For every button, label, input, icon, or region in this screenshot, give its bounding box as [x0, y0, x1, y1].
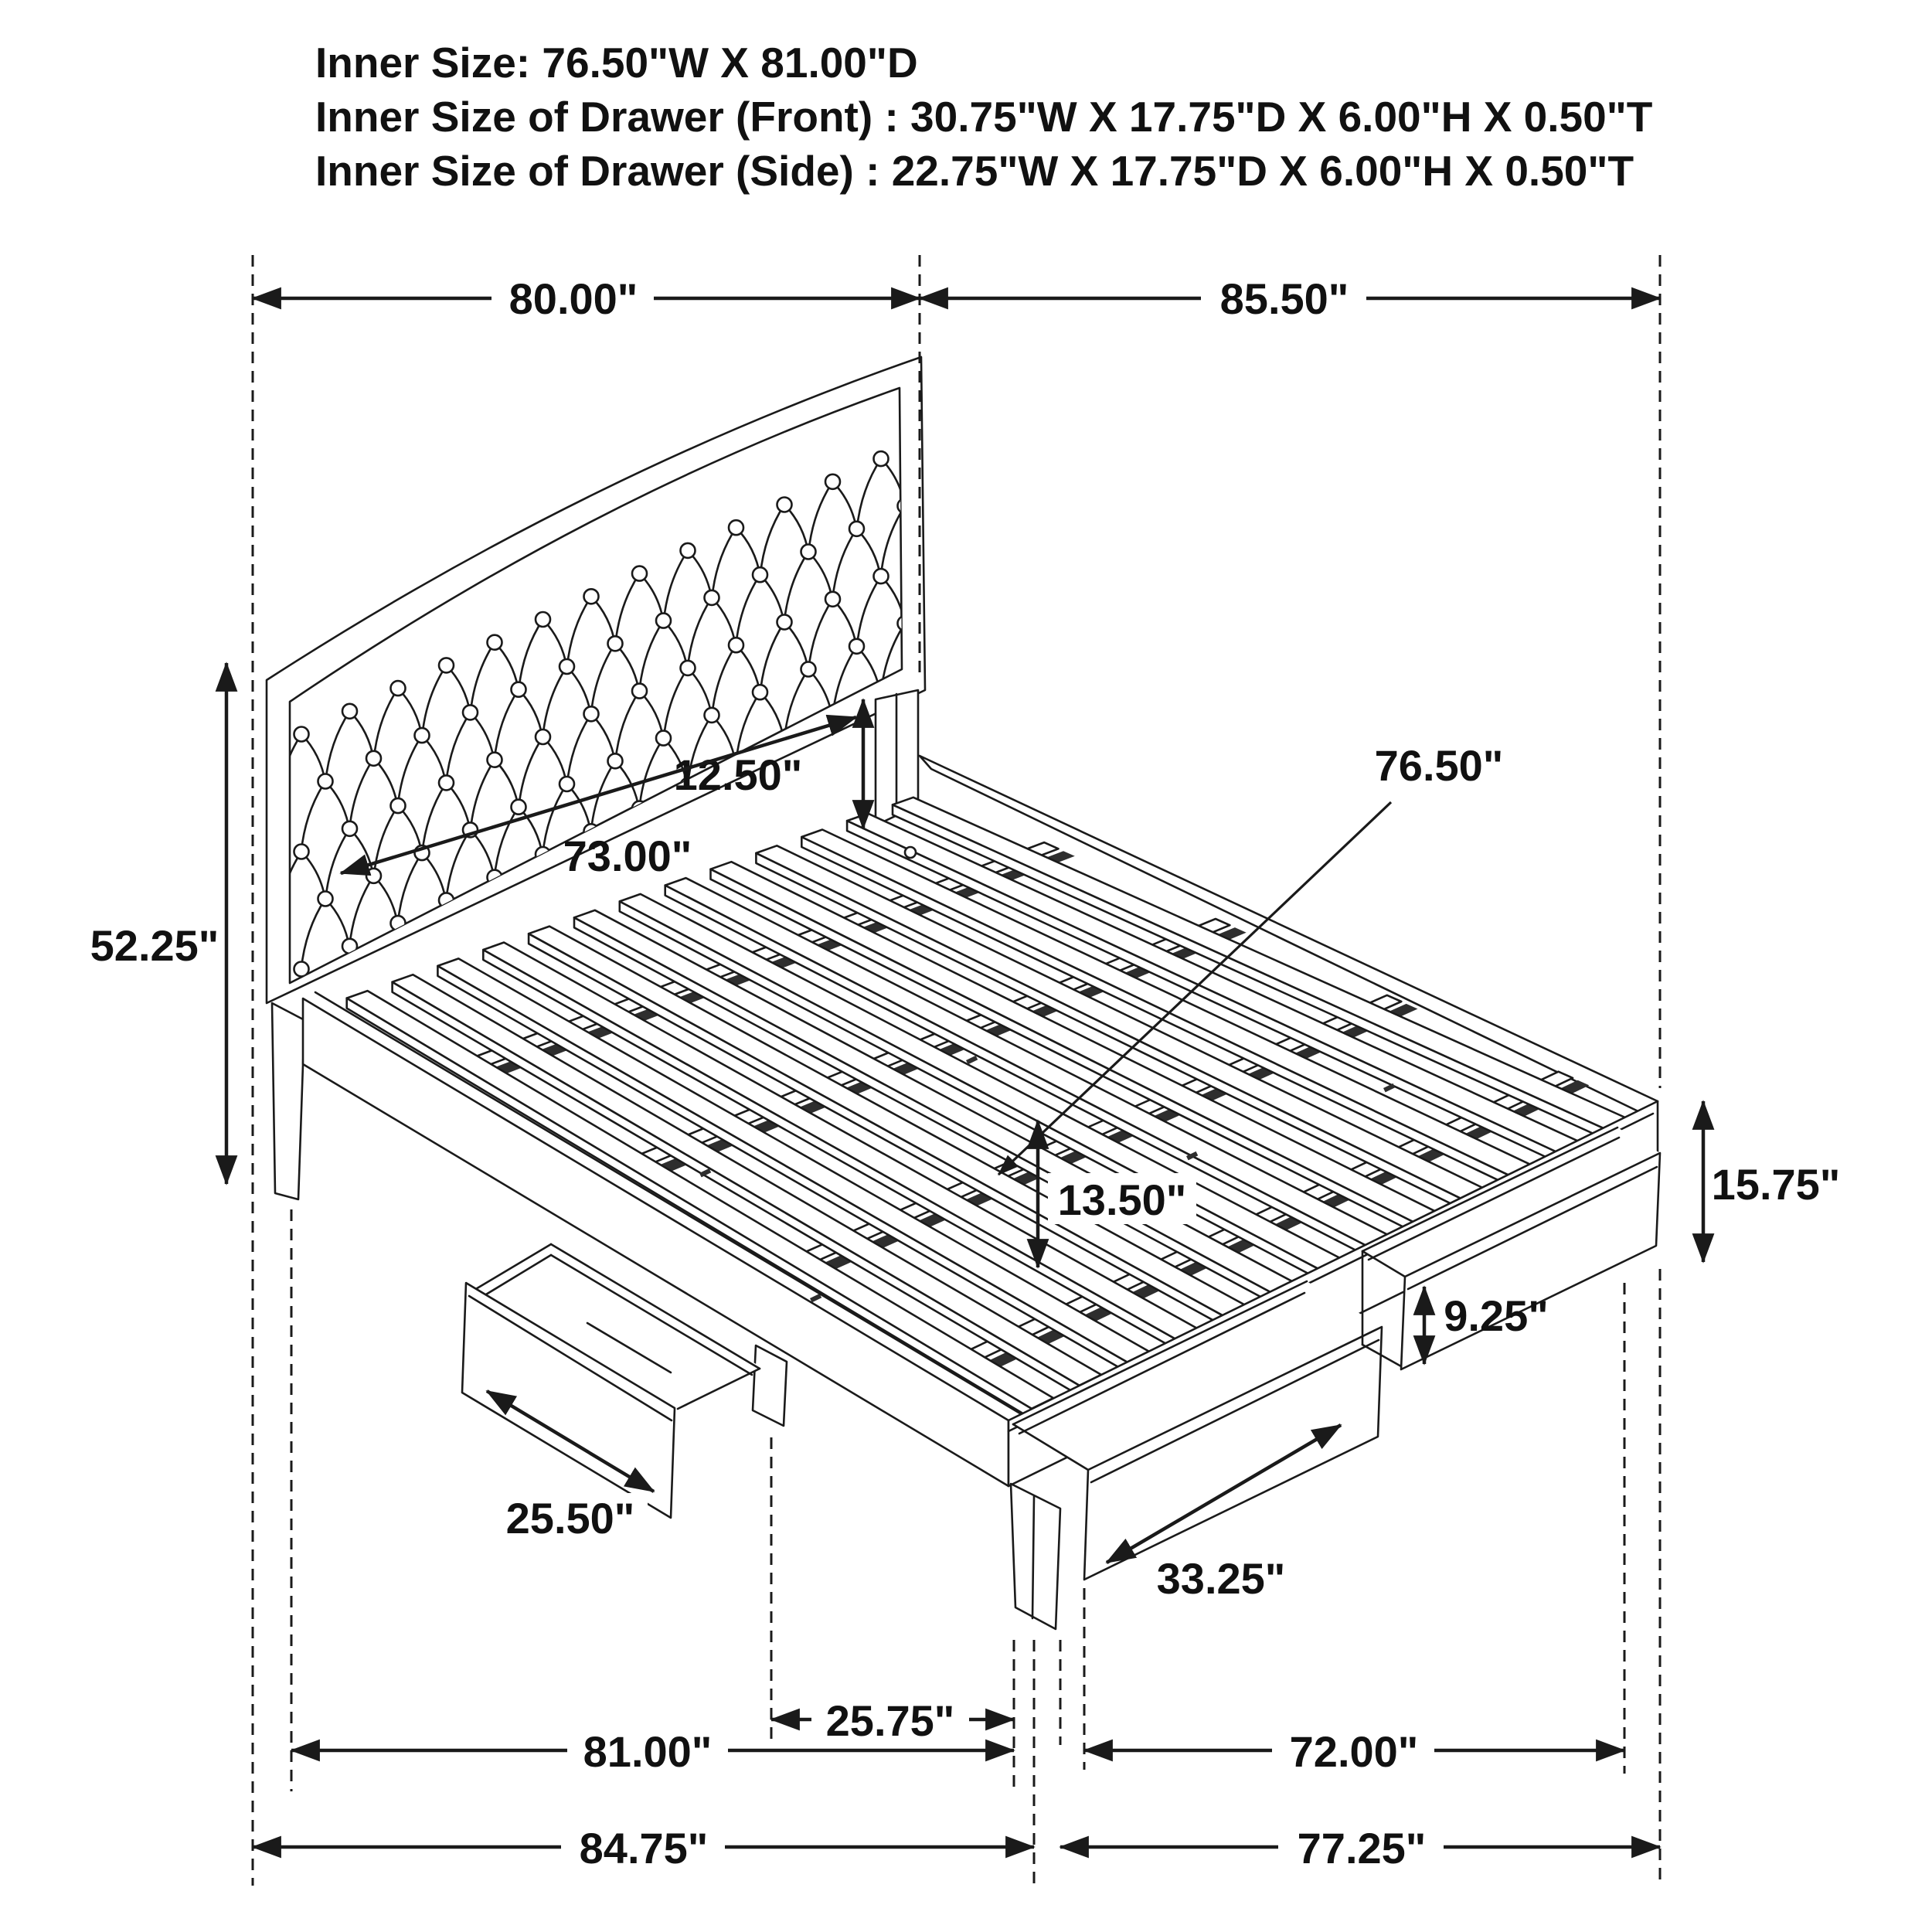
headboard-gap-label: 12.50"	[673, 750, 803, 799]
dimension-inner-width	[1084, 1725, 1624, 1776]
drawer-height-label: 9.25"	[1444, 1291, 1549, 1340]
headboard-face	[267, 357, 925, 1003]
rail-drawer-height-label: 15.75"	[1711, 1160, 1841, 1209]
overall-width-label: 77.25"	[1297, 1824, 1427, 1872]
dimension-overall-depth	[253, 1821, 1034, 1872]
deck-fitting	[905, 847, 916, 858]
leg-setback-label: 25.75"	[825, 1696, 955, 1745]
deck-height-label: 13.50"	[1057, 1175, 1187, 1224]
left-side-leg	[753, 1345, 787, 1426]
dimension-overall-length-top	[920, 272, 1660, 323]
inner-depth-label: 81.00"	[583, 1727, 713, 1776]
dimension-headboard-width	[253, 272, 920, 323]
slat-span-label: 76.50"	[1374, 741, 1504, 790]
title-line-drawer-front: Inner Size of Drawer (Front) : 30.75"W X 17.75"D X 6.00"H X 0.50"T	[315, 93, 1653, 141]
title-line-drawer-side: Inner Size of Drawer (Side) : 22.75"W X 17.75"D X 6.00"H X 0.50"T	[315, 147, 1634, 195]
dimension-leg-setback	[771, 1694, 1014, 1745]
title-block	[315, 39, 1652, 195]
front-drawer-width-label: 33.25"	[1156, 1554, 1286, 1603]
side-drawer-width-label: 25.50"	[505, 1494, 635, 1543]
dimension-headboard-height	[90, 663, 226, 1184]
headboard-height-label: 52.25"	[90, 921, 219, 970]
headboard-width-label: 80.00"	[509, 274, 638, 323]
title-line-inner-size: Inner Size: 76.50"W X 81.00"D	[315, 39, 918, 87]
dimension-overall-width	[1060, 1821, 1660, 1872]
overall-length-top-label: 85.50"	[1219, 274, 1349, 323]
overall-depth-label: 84.75"	[579, 1824, 709, 1872]
dimension-rail-drawer-height	[1703, 1101, 1840, 1262]
headboard-panel-width-label: 73.00"	[563, 832, 692, 880]
inner-width-label: 72.00"	[1289, 1727, 1419, 1776]
headboard-left-leg	[272, 1003, 304, 1199]
front-center-leg	[1011, 1484, 1060, 1629]
